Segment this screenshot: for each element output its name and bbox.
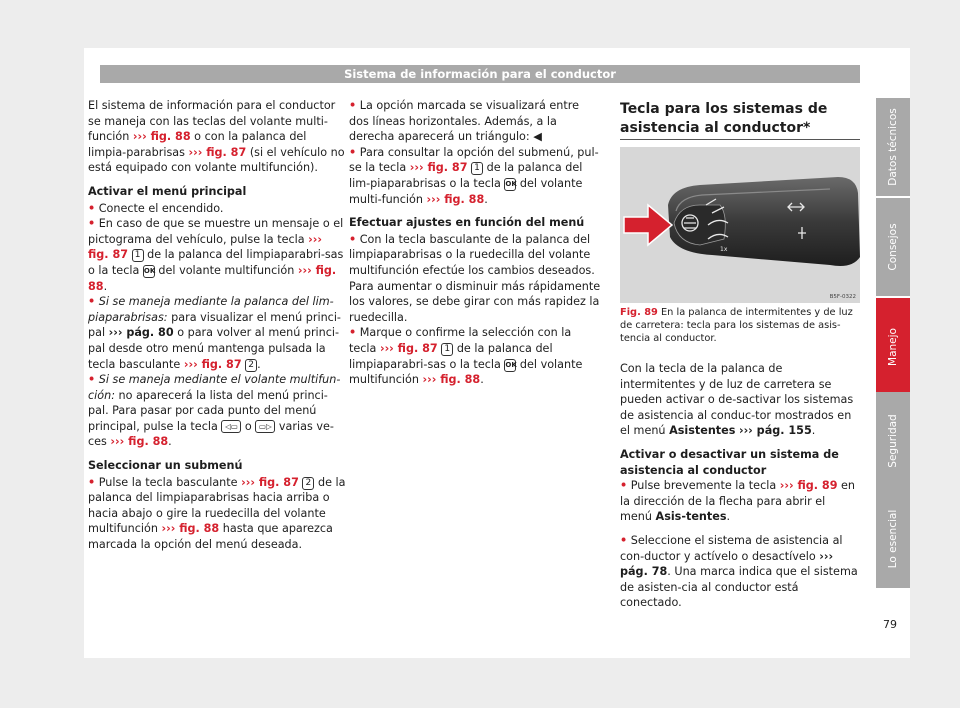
bullet-item: • En caso de que se muestre un mensaje o el pictograma del vehículo, pulse la tecla ››› fig. 87 1 de la palanca del limpiaparabri-sas o la tecla OK del volante multifunción ››› fig. 88.	[88, 217, 344, 293]
fig-ref-link[interactable]: ››› fig. 88	[161, 522, 220, 536]
bullet-item: • La opción marcada se visualizará entre dos líneas horizontales. Además, a la derecha aparecerá un triángulo: ◀	[349, 99, 580, 144]
subheading-activar-sistema: Activar o desactivar un sistema de asistencia al conductor	[620, 447, 839, 477]
figure-caption: Fig. 89 En la palanca de intermitentes y de luz de carretera: tecla para los sistemas de asis-tencia al conductor.	[620, 307, 853, 344]
ok-key-icon: OK	[504, 178, 516, 191]
subheading-ajustes: Efectuar ajustes en función del menú	[349, 216, 585, 230]
page-ref-link[interactable]: ››› pág. 78	[620, 549, 834, 579]
column-2	[349, 98, 601, 396]
callout-number: 1	[441, 343, 453, 356]
bullet-item: • Conecte el encendido.	[88, 201, 224, 215]
page-ref-link[interactable]: ››› pág. 155	[738, 424, 812, 438]
bullet-item: • Pulse brevemente la tecla ››› fig. 89 en la dirección de la flecha para abrir el menú Asis-tentes.	[620, 479, 856, 524]
ok-key-icon: OK	[504, 359, 516, 372]
fig-ref-link[interactable]: ››› fig. 88	[426, 192, 485, 206]
turn-signal-stalk-illustration	[620, 147, 860, 303]
bullet-item: • Pulse la tecla basculante ››› fig. 87 2 de la palanca del limpiaparabrisas hacia arriba o hacia abajo o gire la ruedecilla del volante multifunción ››› fig. 88 hasta que aparezca marcada la opción del menú deseada.	[88, 475, 346, 552]
fig-ref-link[interactable]: ››› fig. 87	[183, 357, 242, 371]
body-paragraph: Con la tecla de la palanca de intermitentes y de luz de carretera se pueden activar o de-sactivar los sistemas de asistencia al conduc-tor mostrados en el menú Asistentes ››› pág. 155.	[620, 362, 854, 438]
subheading-submenu: Seleccionar un submenú	[88, 459, 243, 473]
ok-key-icon: OK	[143, 265, 155, 278]
fig-ref-link[interactable]: ››› fig. 88	[110, 435, 169, 449]
callout-number: 1	[132, 249, 144, 262]
page-ref-link[interactable]: ››› pág. 80	[108, 326, 174, 340]
tab-manejo[interactable]: Manejo	[876, 298, 910, 396]
column-1	[88, 98, 346, 561]
callout-number: 1	[471, 162, 483, 175]
fig-ref-link[interactable]: ››› fig. 87	[188, 145, 247, 159]
fig-ref-link[interactable]: ››› fig. 87	[379, 341, 438, 355]
figure-code: B5F-0322	[829, 294, 856, 300]
fig-ref-link[interactable]: ››› fig. 89	[779, 479, 838, 493]
page-number: 79	[883, 618, 897, 631]
tab-datos-tecnicos[interactable]: Datos técnicos	[876, 98, 910, 196]
fig-ref-link[interactable]: ››› fig. 87	[241, 475, 299, 489]
tab-lo-esencial[interactable]: Lo esencial	[876, 490, 910, 588]
bullet-item: • Si se maneja mediante la palanca del lim-piaparabrisas: para visualizar el menú princi-pal ››› pág. 80 o para volver al menú princi-pal desde otro menú mantenga pulsada la tecla basculante ››› fig. 87 2 .	[88, 295, 341, 371]
section-title: Tecla para los sistemas de asistencia al conductor*	[620, 101, 828, 136]
left-key-icon: ◁▭	[221, 420, 241, 433]
fig-ref-link[interactable]: ››› fig. 87	[409, 161, 468, 175]
figure-89	[620, 147, 860, 303]
right-key-icon: ▭▷	[255, 420, 275, 433]
section-divider	[620, 139, 860, 140]
fig-ref-link[interactable]: ››› fig. 87	[88, 232, 322, 262]
page-header: Sistema de información para el conductor	[100, 65, 860, 83]
intro-paragraph: El sistema de información para el conductor se maneja con las teclas del volante multi-función ››› fig. 88 o con la palanca del limpia-parabrisas ››› fig. 87 (si el vehículo no está equipado con volante multifunción).	[88, 99, 345, 175]
fig-ref-link[interactable]: ››› fig. 88	[88, 263, 337, 293]
bullet-item: • Para consultar la opción del submenú, pul-se la tecla ››› fig. 87 1 de la palanca del lim-piaparabrisas o la tecla OK del volante multi-función ››› fig. 88.	[349, 145, 599, 206]
bullet-item: • Marque o confirme la selección con la tecla ››› fig. 87 1 de la palanca del limpiaparabri-sas o la tecla OK del volante multifunción ››› fig. 88.	[349, 326, 583, 387]
fig-ref-link[interactable]: ››› fig. 88	[132, 130, 191, 144]
callout-number: 2	[302, 477, 314, 490]
bullet-item: • Seleccione el sistema de asistencia al con-ductor y actívelo o desactívelo ››› pág. 78. Una marca indica que el sistema de asisten-cia al conductor está conectado.	[620, 533, 858, 610]
tab-seguridad[interactable]: Seguridad	[876, 392, 910, 490]
svg-text:1x: 1x	[720, 246, 728, 253]
column-3-body	[620, 361, 860, 619]
callout-number: 2	[245, 359, 257, 372]
bullet-item: • Si se maneja mediante el volante multifun-ción: no aparecerá la lista del menú princi-pal. Para pasar por cada punto del menú principal, pulse la tecla ◁▭ o ▭▷ varias ve-ces ››› fig. 88.	[88, 373, 341, 449]
subheading-activar: Activar el menú principal	[88, 184, 247, 198]
bullet-item: • Con la tecla basculante de la palanca del limpiaparabrisas o la ruedecilla del volante multifunción efectúe los cambios deseados. Para aumentar o disminuir más rápidamente los valores, se debe girar con más rapidez la ruedecilla.	[349, 232, 601, 324]
fig-ref-link[interactable]: ››› fig. 88	[422, 373, 481, 387]
tab-consejos[interactable]: Consejos	[876, 198, 910, 296]
